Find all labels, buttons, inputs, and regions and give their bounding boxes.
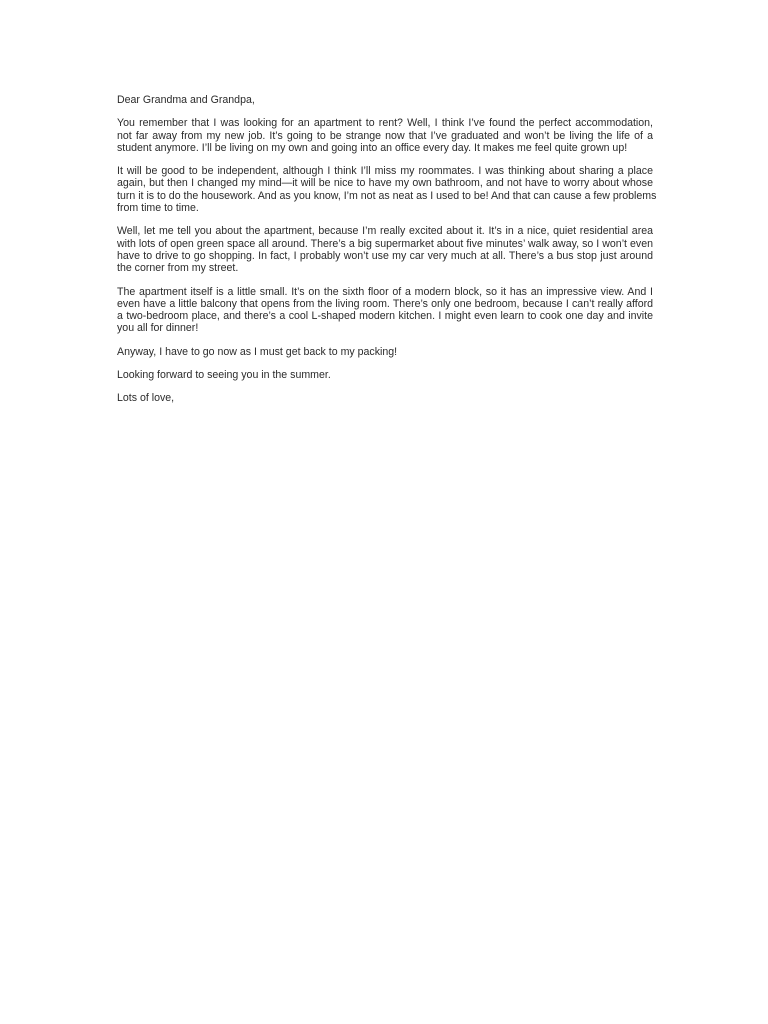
paragraph-line: even have a little balcony that opens from the living room. There’s only one bedroom, because I can’t really afford	[117, 297, 653, 310]
paragraph-line: with lots of open green space all around. There’s a big supermarket about five minutes’ walk away, so I won’t even	[117, 237, 653, 250]
letter-salutation: Dear Grandma and Grandpa,	[117, 94, 255, 106]
paragraph-line: student anymore. I’ll be living on my own and going into an office every day. It makes me feel quite grown up!	[117, 141, 628, 154]
paragraph-5	[117, 346, 653, 358]
paragraph-line: not far away from my new job. It’s going to be strange now that I’ve graduated and won’t be living the life of a	[117, 129, 653, 142]
paragraph-line: the corner from my street.	[117, 262, 239, 275]
paragraph-line: you all for dinner!	[117, 322, 199, 335]
letter-closing: Lots of love,	[117, 392, 175, 405]
paragraph-line: It will be good to be independent, although I think I’ll miss my roommates. I was thinking about sharing a place	[117, 165, 653, 178]
letter-body	[117, 94, 657, 416]
paragraph-line: Well, let me tell you about the apartment, because I’m really excited about it. It’s in a nice, quiet residential area	[117, 225, 653, 238]
paragraph-6	[117, 369, 653, 381]
paragraph-line: Anyway, I have to go now as I must get back to my packing!	[117, 345, 398, 358]
paragraph-2	[117, 165, 657, 215]
paragraph-1	[117, 117, 653, 154]
paragraph-line: turn it is to do the housework. And as you know, I’m not as neat as I used to be! And that can cause a few problems	[117, 189, 657, 202]
paragraph-line: have to drive to go shopping. In fact, I probably won’t use my car very much at all. There’s a bus stop just around	[117, 249, 653, 262]
paragraph-line: You remember that I was looking for an apartment to rent? Well, I think I’ve found the perfect accommodation,	[117, 117, 653, 130]
paragraph-3	[117, 225, 653, 274]
paragraph-line: from time to time.	[117, 202, 199, 215]
paragraph-line: a two-bedroom place, and there’s a cool L-shaped modern kitchen. I might even learn to cook one day and invite	[117, 310, 653, 323]
paragraph-line: The apartment itself is a little small. It’s on the sixth floor of a modern block, so it has an impressive view. And I	[117, 285, 653, 298]
paragraph-line: Looking forward to seeing you in the summer.	[117, 369, 331, 382]
paragraph-4	[117, 286, 653, 335]
paragraph-line: again, but then I changed my mind—it will be nice to have my own bathroom, and not have to worry about whose	[117, 177, 653, 190]
